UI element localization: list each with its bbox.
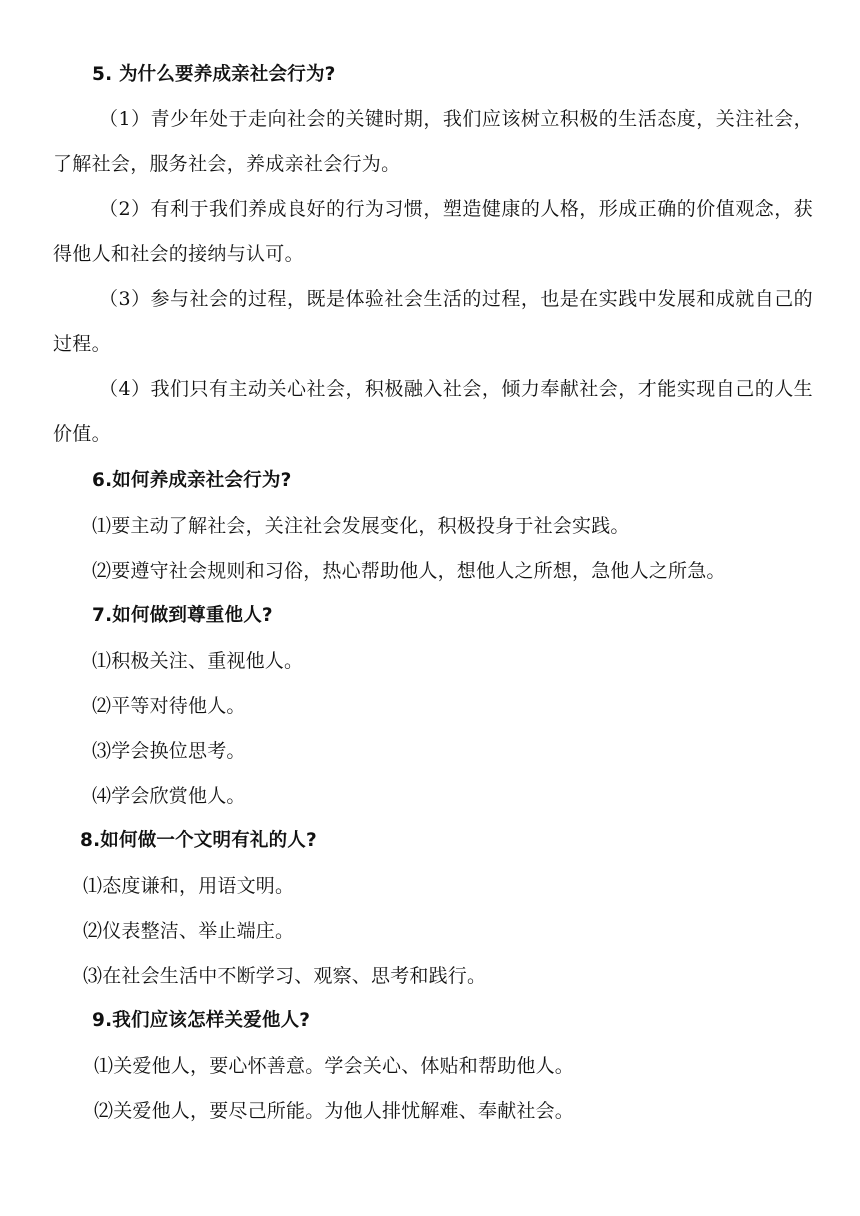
section-5-item-4: （4）我们只有主动关心社会，积极融入社会，倾力奉献社会，才能实现自己的人生价值。 bbox=[53, 378, 813, 445]
section-8-item-1: ⑴态度谦和，用语文明。 bbox=[83, 875, 295, 897]
section-6-item-2: ⑵要遵守社会规则和习俗，热心帮助他人，想他人之所想，急他人之所急。 bbox=[92, 560, 726, 582]
section-7-item-4: ⑷学会欣赏他人。 bbox=[92, 785, 246, 807]
section-8-item-2: ⑵仪表整洁、举止端庄。 bbox=[83, 920, 295, 942]
section-5-item-3: （3）参与社会的过程，既是体验社会生活的过程，也是在实践中发展和成就自己的过程。 bbox=[53, 288, 813, 355]
section-9-title: 9.我们应该怎样关爱他人? bbox=[92, 1010, 311, 1031]
section-6-title: 6.如何养成亲社会行为? bbox=[92, 470, 292, 491]
section-9-item-1: ⑴关爱他人，要心怀善意。学会关心、体贴和帮助他人。 bbox=[94, 1055, 575, 1077]
section-5-title: 5. 为什么要养成亲社会行为? bbox=[92, 64, 336, 85]
section-9-item-2: ⑵关爱他人，要尽己所能。为他人排忧解难、奉献社会。 bbox=[94, 1100, 575, 1122]
section-8-item-3: ⑶在社会生活中不断学习、观察、思考和践行。 bbox=[83, 965, 487, 987]
section-7-item-3: ⑶学会换位思考。 bbox=[92, 740, 246, 762]
section-6-item-1: ⑴要主动了解社会，关注社会发展变化，积极投身于社会实践。 bbox=[92, 515, 630, 537]
section-8-title: 8.如何做一个文明有礼的人? bbox=[80, 830, 317, 851]
section-5-item-2: （2）有利于我们养成良好的行为习惯，塑造健康的人格，形成正确的价值观念，获得他人和社会的接纳与认可。 bbox=[53, 198, 813, 265]
section-7-title: 7.如何做到尊重他人? bbox=[92, 605, 273, 626]
section-7-item-1: ⑴积极关注、重视他人。 bbox=[92, 650, 304, 672]
section-5-item-1: （1）青少年处于走向社会的关键时期，我们应该树立积极的生活态度，关注社会，了解社会，服务社会，养成亲社会行为。 bbox=[53, 108, 813, 175]
section-7-item-2: ⑵平等对待他人。 bbox=[92, 695, 246, 717]
